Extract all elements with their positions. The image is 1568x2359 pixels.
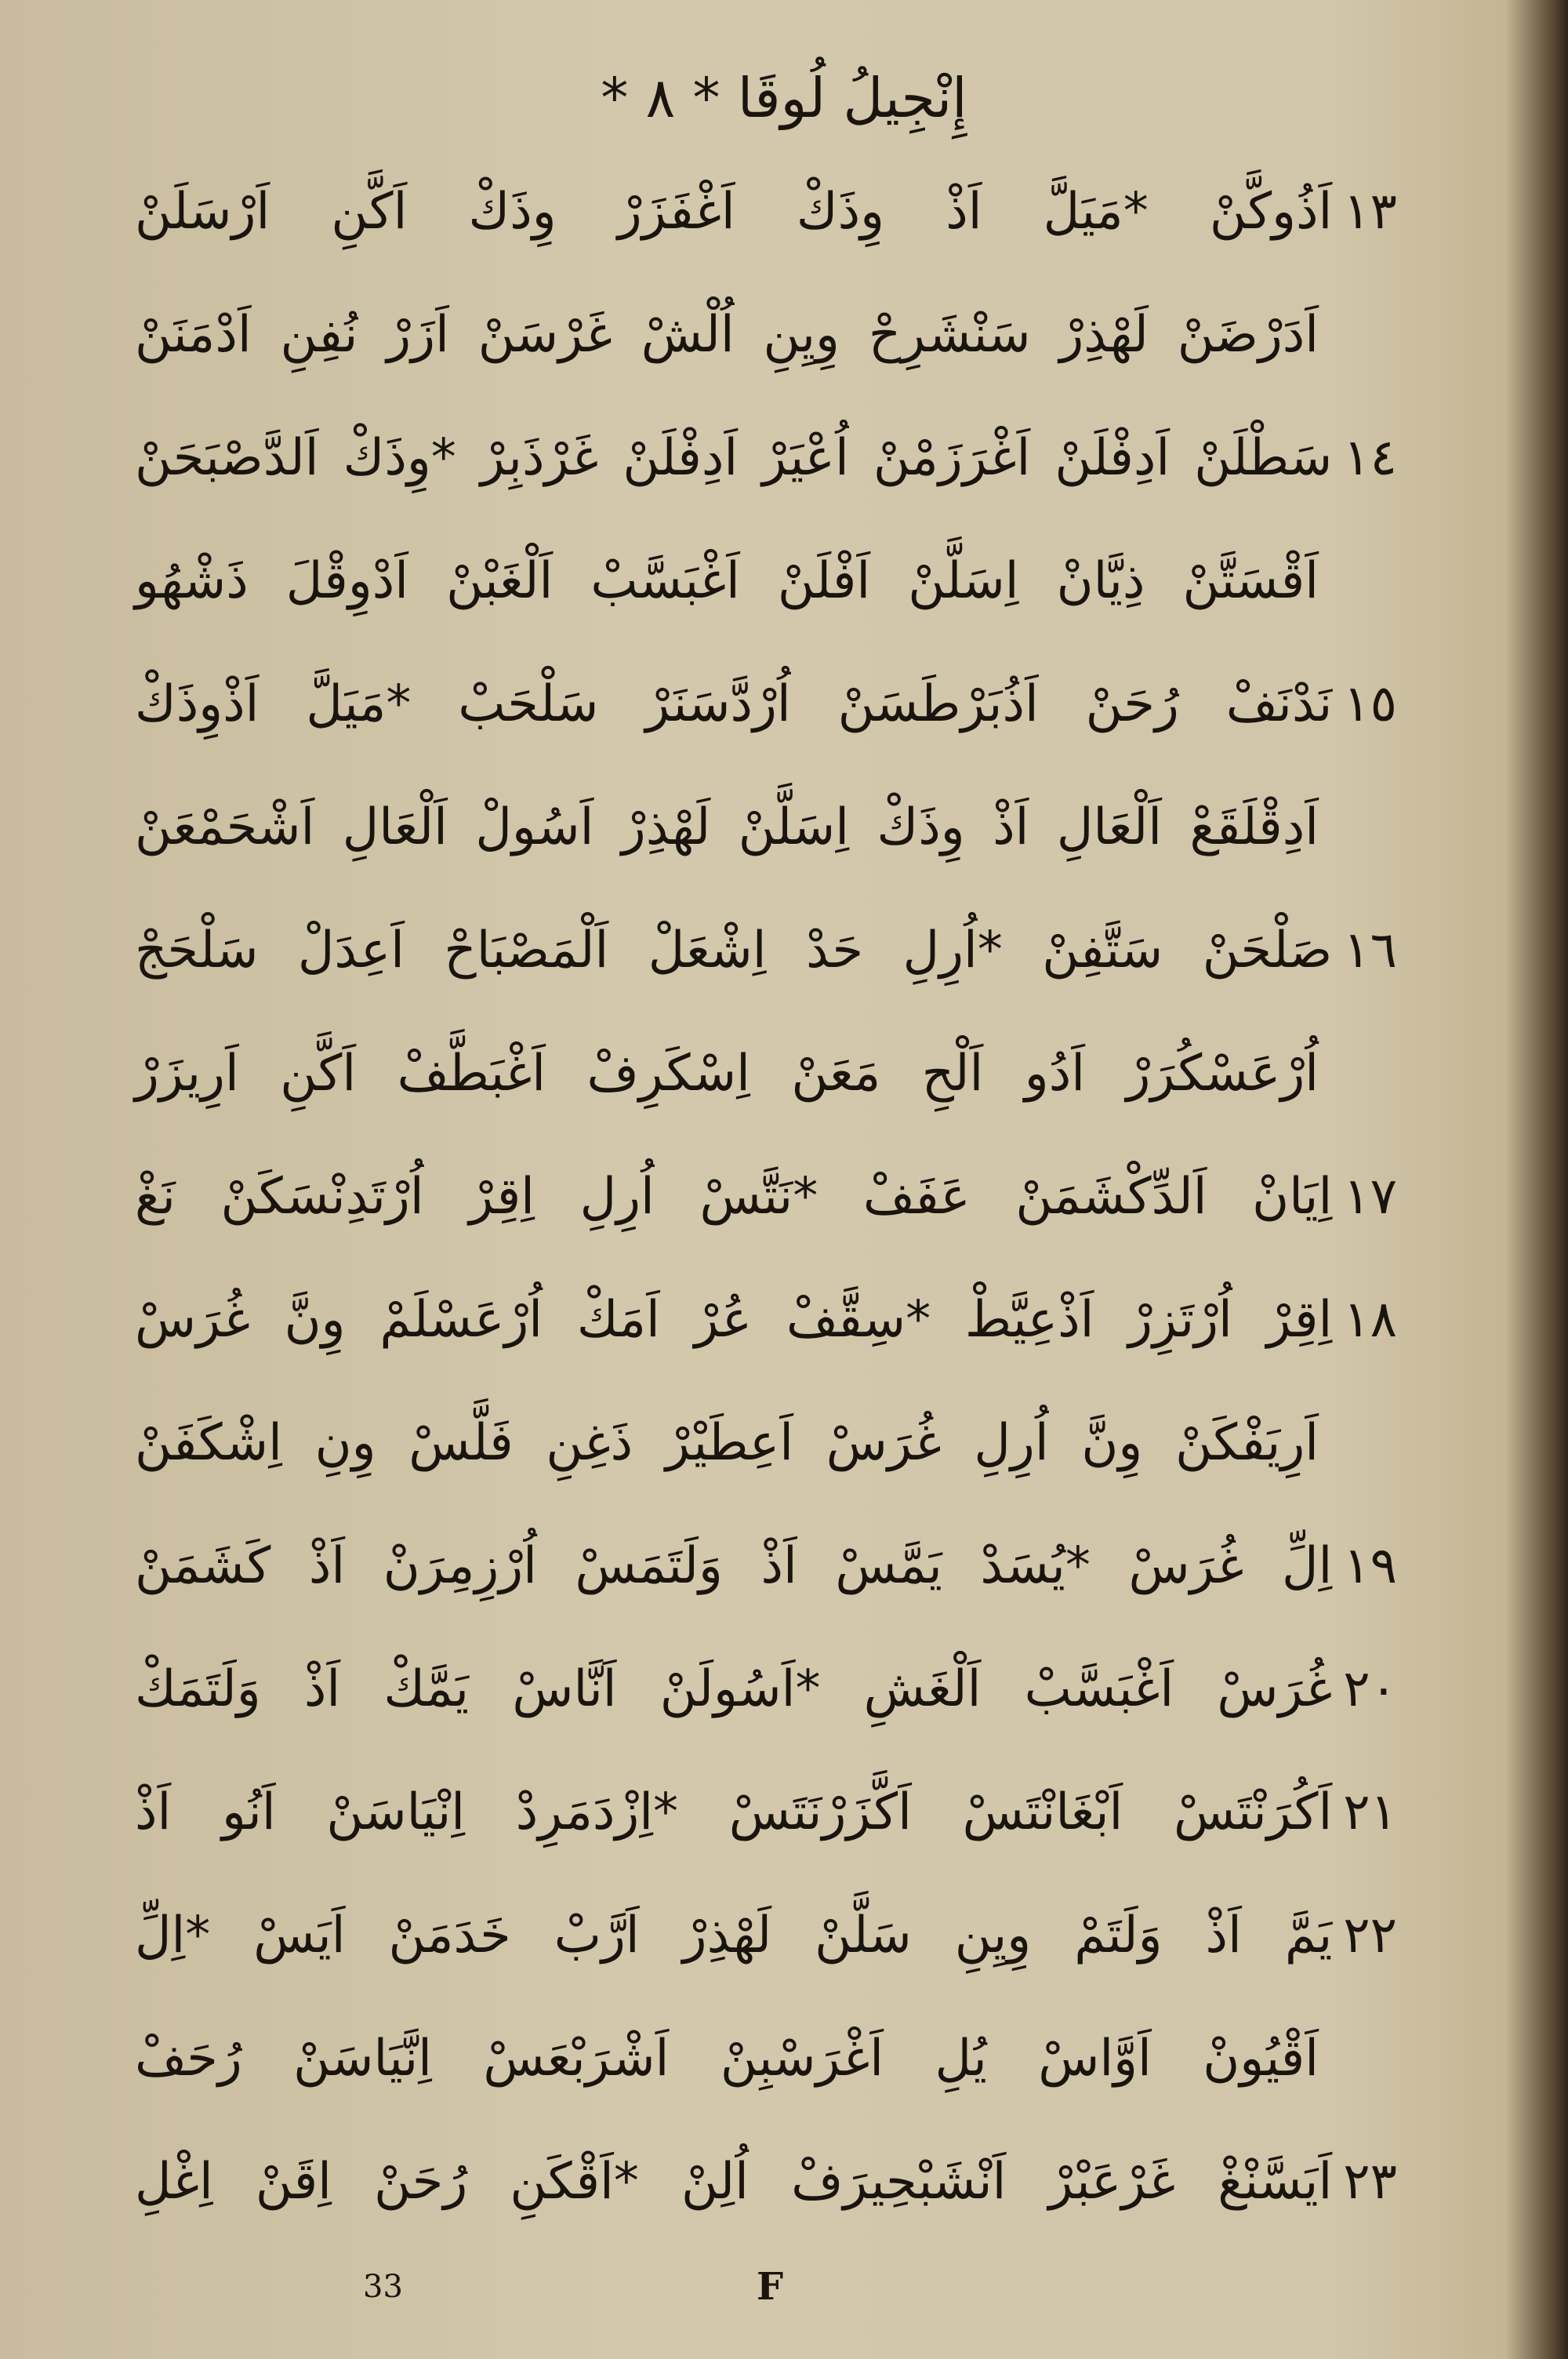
text-line: [135, 889, 1397, 1012]
line-text: اَدِقْلَقَعْ اَلْعَالِ اَذْ وِذَكْ اِسَلَّنْ لَهْذِرْ اَسُولْ اَلْعَالِ اَشْحَمْعَنْ: [135, 798, 1319, 856]
signature-mark: F: [757, 2265, 784, 2309]
line-text: نَدْنَفْ رُحَنْ اَذُبَرْطَسَنْ اُرْدَّسَنَرْ سَلْحَبْ *مَيَلَّ اَذْوِذَكْ: [135, 675, 1333, 733]
line-text: اَرِيَفْكَنْ وِنَّ اُرِلِ غُرَسْ اَعِطَيْرْ ذَغِنِ فَلَّسْ وِنِ اِشْكَفَنْ: [135, 1414, 1319, 1472]
verse-number: ٢٢: [1343, 1906, 1397, 1965]
line-text: اَذُوكَّنْ *مَيَلَّ اَذْ وِذَكْ اَغْفَزَرْ وِذَكْ اَكَّنِ اَرْسَلَنْ: [135, 183, 1333, 241]
line-text: اَقْيُونْ اَوَّاسْ يُلِ اَغْرَسْبِنْ اَشْرَبْعَسْ اِنَّيَاسَنْ رُحَفْ: [135, 2030, 1319, 2088]
text-line: [135, 1751, 1397, 1874]
verse-number: ١٨: [1343, 1291, 1397, 1349]
line-text: اِقِرْ اُرْتَزِرْ اَذْعِيَّطْ *سِقَّفْ عُرْ اَمَكْ اُرْعَسْلَمْ وِنَّ غُرَسْ: [135, 1291, 1333, 1349]
text-line: [135, 520, 1397, 643]
line-text: اُرْعَسْكُرَرْ اَدُو اَلْحِ مَعَنْ اِسْكَرِفْ اَغْبَطَّفْ اَكَّنِ اَرِيزَرْ: [135, 1045, 1319, 1103]
text-line: [135, 1012, 1397, 1136]
text-line: [135, 1136, 1397, 1259]
line-text: اَقْسَتَّنْ ذِيَّانْ اِسَلَّنْ اَفْلَنْ اَغْبَسَّبْ اَلْغَبْنْ اَدْوِقْلَ ذَشْهُو: [135, 552, 1319, 610]
text-line: [135, 274, 1397, 397]
line-text: يَمَّ اَذْ وَلَتَمْ وِيِنِ سَلَّنْ لَهْذِرْ اَرَّبْ خَدَمَنْ اَيَسْ *اِلِّ: [135, 1906, 1333, 1965]
verse-number: ٢٠: [1343, 1660, 1397, 1718]
text-line: [135, 1259, 1397, 1382]
text-line: [135, 1874, 1397, 1997]
text-line: [135, 151, 1397, 274]
verse-number: ١٦: [1343, 921, 1397, 980]
verse-number: ٢١: [1343, 1783, 1397, 1841]
text-line: [135, 397, 1397, 520]
page-footer: [0, 2259, 1568, 2330]
text-line: [135, 1628, 1397, 1751]
line-text: اَيَسَّنْغْ غَرْعَبْرْ اَنْشَبْحِيرَفْ اُلِنْ *اَقْكَنِ رُحَنْ اِقَنْ اِغْلِ: [135, 2153, 1333, 2211]
line-text: اَكُرَنْتَسْ اَبْغَانْتَسْ اَكَّزَرْنَتَسْ *اِزْدَمَرِدْ اِنْيَاسَنْ اَنُو اَذْ: [135, 1783, 1333, 1841]
text-line: [135, 1382, 1397, 1505]
verse-text-block: [135, 151, 1397, 2244]
line-text: اَدَرْضَنْ لَهْذِرْ سَنْشَرِحْ وِيِنِ اُلْشْ غَرْسَنْ اَزَرْ نُفِنِ اَدْمَنَنْ: [135, 306, 1319, 364]
line-text: اِيَانْ اَلدِّكْشَمَنْ عَفَفْ *نَتَّسْ اُرِلِ اِقِرْ اُرْتَدِنْسَكَنْ نَغْ: [135, 1168, 1333, 1226]
line-text: سَطْلَنْ اَدِفْلَنْ اَغْرَزَمْنْ اُعْيَرْ اَدِفْلَنْ غَرْذَبِرْ *وِذَكْ اَلدَّصْبَحَنْ: [135, 429, 1333, 487]
page-number: 33: [363, 2269, 403, 2305]
line-text: صَلْحَنْ سَتَّفِنْ *اُرِلِ حَدْ اِشْعَلْ اَلْمَصْبَاحْ اَعِدَلْ سَلْحَجْ: [135, 921, 1333, 980]
running-header: إِنْجِيلُ لُوقَا * ٨ *: [601, 66, 967, 130]
text-line: [135, 766, 1397, 889]
verse-number: ١٤: [1343, 429, 1397, 487]
verse-number: ١٧: [1343, 1168, 1397, 1226]
verse-number: ١٣: [1343, 183, 1397, 241]
text-line: [135, 1505, 1397, 1628]
verse-number: ٢٣: [1343, 2153, 1397, 2211]
verse-number: ١٩: [1343, 1537, 1397, 1595]
text-line: [135, 1997, 1397, 2121]
line-text: اِلِّ غُرَسْ *يُسَدْ يَمَّسْ اَذْ وَلَتَمَسْ اُرْزِمِرَنْ اَذْ كَشَمَنْ: [135, 1537, 1333, 1595]
text-line: [135, 643, 1397, 766]
text-line: [135, 2121, 1397, 2244]
verse-number: ١٥: [1343, 675, 1397, 733]
line-text: غُرَسْ اَغْبَسَّبْ اَلْغَشِ *اَسُولَنْ اَنَّاسْ يَمَّكْ اَذْ وَلَتَمَكْ: [135, 1660, 1333, 1718]
